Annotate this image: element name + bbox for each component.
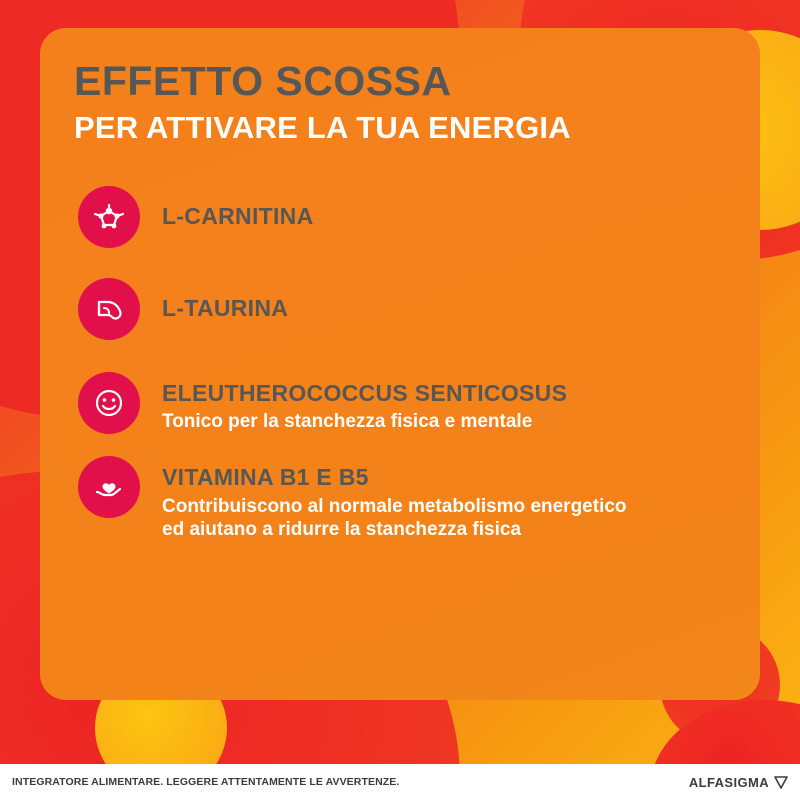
title-block — [74, 60, 714, 146]
brand-logo — [689, 775, 788, 790]
molecule-icon — [92, 200, 126, 234]
ingredient-description: Contribuiscono al normale metabolismo energetico ed aiutano a ridurre la stanchezza fisica — [162, 495, 627, 541]
ingredient-description: Tonico per la stanchezza fisica e mentale — [162, 411, 533, 433]
list-item — [78, 372, 718, 434]
ingredient-texts — [162, 456, 632, 542]
list-item — [78, 456, 718, 542]
list-item — [78, 278, 718, 340]
ingredient-badge — [78, 456, 140, 518]
footer-disclaimer: INTEGRATORE ALIMENTARE. LEGGERE ATTENTAMENTE LE AVVERTENZE. — [12, 776, 400, 788]
triangle-logo-icon — [774, 776, 788, 789]
ingredient-badge — [78, 372, 140, 434]
flexed-biceps-icon — [92, 292, 126, 326]
hand-holding-heart-icon — [92, 470, 126, 504]
ingredient-title: L-TAURINA — [162, 295, 289, 321]
ingredient-title: L-CARNITINA — [162, 203, 314, 229]
list-item — [78, 186, 718, 248]
ingredient-list — [78, 186, 718, 560]
ingredient-texts — [162, 186, 314, 229]
ingredient-badge — [78, 278, 140, 340]
footer-bar — [0, 764, 800, 800]
ingredient-badge — [78, 186, 140, 248]
page-title: EFFETTO SCOSSA — [74, 58, 452, 104]
page-subtitle: PER ATTIVARE LA TUA ENERGIA — [74, 110, 571, 146]
ingredient-title: VITAMINA B1 E B5 — [162, 464, 369, 491]
ingredient-texts — [162, 372, 567, 434]
ingredient-title: ELEUTHEROCOCCUS SENTICOSUS — [162, 380, 568, 406]
brand-name: ALFASIGMA — [688, 774, 769, 790]
ingredient-texts — [162, 278, 288, 321]
smiling-face-icon — [92, 386, 126, 420]
